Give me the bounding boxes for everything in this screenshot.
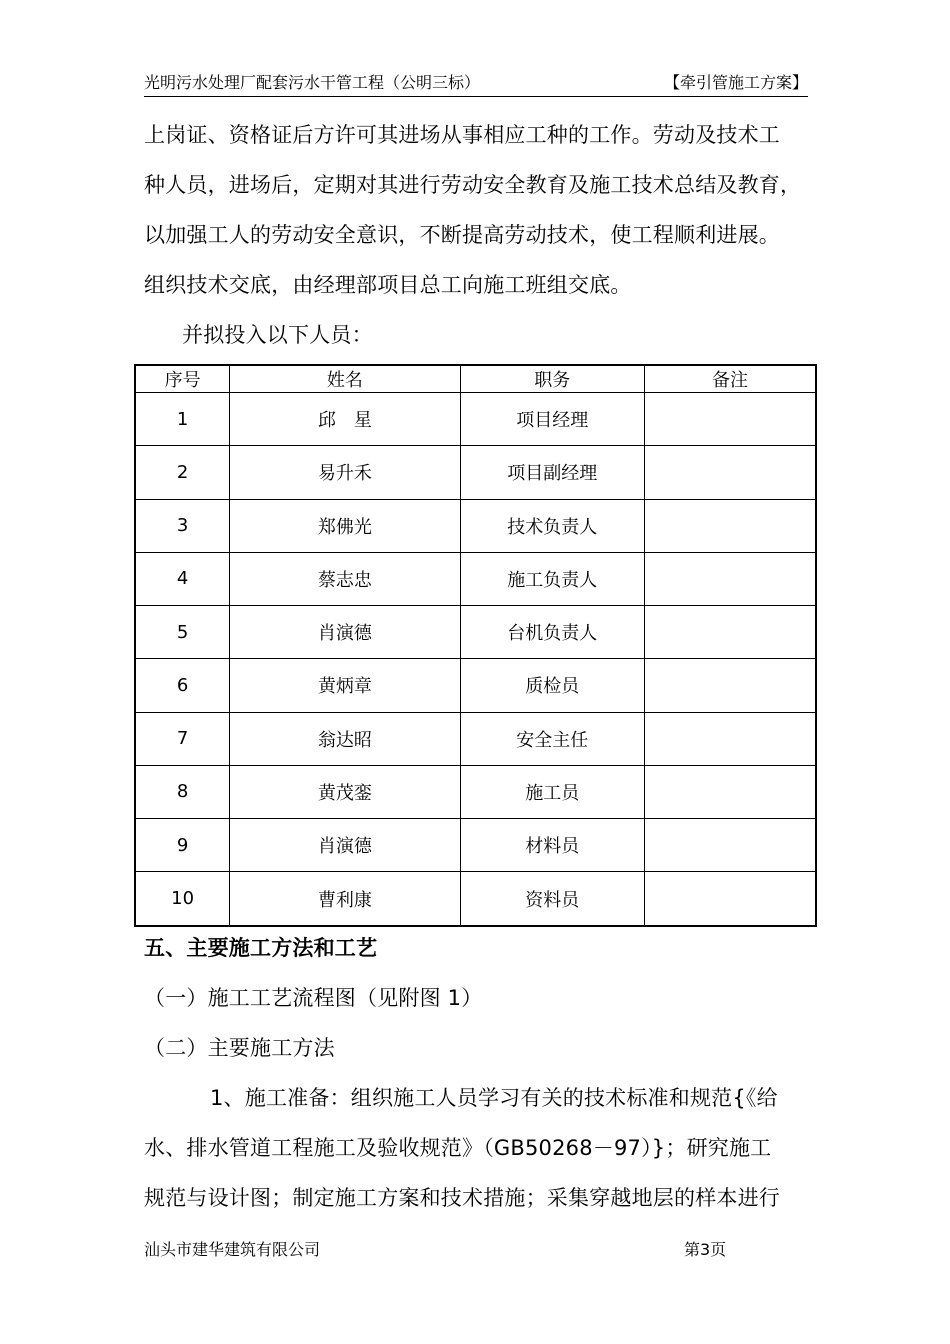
cell-name: 黄炳章 <box>230 659 460 712</box>
body-line-1: 上岗证、资格证后方许可其进场从事相应工种的工作。劳动及技术工 <box>144 123 780 147</box>
cell-remarks <box>645 552 817 605</box>
method-line-3: 规范与设计图；制定施工方案和技术措施；采集穿越地层的样本进行 <box>144 1186 780 1210</box>
cell-name: 黄茂銮 <box>230 765 460 818</box>
header-document-title: 【牵引管施工方案】 <box>663 73 808 92</box>
cell-name: 郑佛光 <box>230 499 460 552</box>
table-header-row <box>135 365 816 393</box>
body-line-3: 以加强工人的劳动安全意识，不断提高劳动技术，使工程顺利进展。 <box>144 223 780 247</box>
body-line-2: 种人员，进场后，定期对其进行劳动安全教育及施工技术总结及教育， <box>144 173 802 197</box>
body-line-4: 组织技术交底，由经理部项目总工向施工班组交底。 <box>144 273 632 297</box>
table-row <box>135 499 816 552</box>
cell-number: 9 <box>135 819 230 872</box>
table-row <box>135 765 816 818</box>
section-heading: 五、主要施工方法和工艺 <box>144 936 378 960</box>
table-row <box>135 872 816 926</box>
cell-number: 6 <box>135 659 230 712</box>
table-row <box>135 552 816 605</box>
col-header-remarks: 备注 <box>645 365 817 393</box>
footer-company: 汕头市建华建筑有限公司 <box>144 1240 321 1259</box>
subsection-2: （二）主要施工方法 <box>144 1036 335 1060</box>
cell-name: 肖演德 <box>230 819 460 872</box>
cell-position: 安全主任 <box>460 712 644 765</box>
cell-remarks <box>645 872 817 926</box>
cell-position: 技术负责人 <box>460 499 644 552</box>
cell-number: 8 <box>135 765 230 818</box>
cell-position: 材料员 <box>460 819 644 872</box>
cell-position: 资料员 <box>460 872 644 926</box>
table-row <box>135 606 816 659</box>
cell-position: 项目副经理 <box>460 446 644 499</box>
subsection-1: （一）施工工艺流程图（见附图 1） <box>144 986 483 1010</box>
cell-number: 2 <box>135 446 230 499</box>
cell-number: 1 <box>135 393 230 446</box>
cell-position: 施工负责人 <box>460 552 644 605</box>
cell-remarks <box>645 765 817 818</box>
cell-position: 质检员 <box>460 659 644 712</box>
cell-remarks <box>645 819 817 872</box>
table-row <box>135 393 816 446</box>
cell-position: 施工员 <box>460 765 644 818</box>
cell-remarks <box>645 499 817 552</box>
staff-intro: 并拟投入以下人员： <box>182 323 373 347</box>
cell-name: 邱 星 <box>230 393 460 446</box>
cell-name: 曹利康 <box>230 872 460 926</box>
footer-page-number: 第3页 <box>684 1240 727 1259</box>
cell-number: 3 <box>135 499 230 552</box>
cell-number: 4 <box>135 552 230 605</box>
cell-name: 易升禾 <box>230 446 460 499</box>
cell-number: 5 <box>135 606 230 659</box>
table-row <box>135 819 816 872</box>
table-row <box>135 446 816 499</box>
cell-remarks <box>645 606 817 659</box>
col-header-position: 职务 <box>460 365 644 393</box>
col-header-name: 姓名 <box>230 365 460 393</box>
header-project-title: 光明污水处理厂配套污水干管工程（公明三标） <box>144 73 481 92</box>
cell-name: 翁达昭 <box>230 712 460 765</box>
cell-remarks <box>645 659 817 712</box>
method-line-2: 水、排水管道工程施工及验收规范》（GB50268－97）}；研究施工 <box>144 1136 772 1160</box>
cell-position: 台机负责人 <box>460 606 644 659</box>
cell-position: 项目经理 <box>460 393 644 446</box>
col-header-number: 序号 <box>135 365 230 393</box>
cell-name: 肖演德 <box>230 606 460 659</box>
cell-remarks <box>645 393 817 446</box>
cell-number: 10 <box>135 872 230 926</box>
cell-number: 7 <box>135 712 230 765</box>
cell-name: 蔡志忠 <box>230 552 460 605</box>
method-line-1: 1、施工准备：组织施工人员学习有关的技术标准和规范{《给 <box>210 1086 778 1110</box>
table-row <box>135 712 816 765</box>
staff-table <box>134 364 817 927</box>
table-row <box>135 659 816 712</box>
page-header <box>144 66 808 97</box>
cell-remarks <box>645 446 817 499</box>
cell-remarks <box>645 712 817 765</box>
